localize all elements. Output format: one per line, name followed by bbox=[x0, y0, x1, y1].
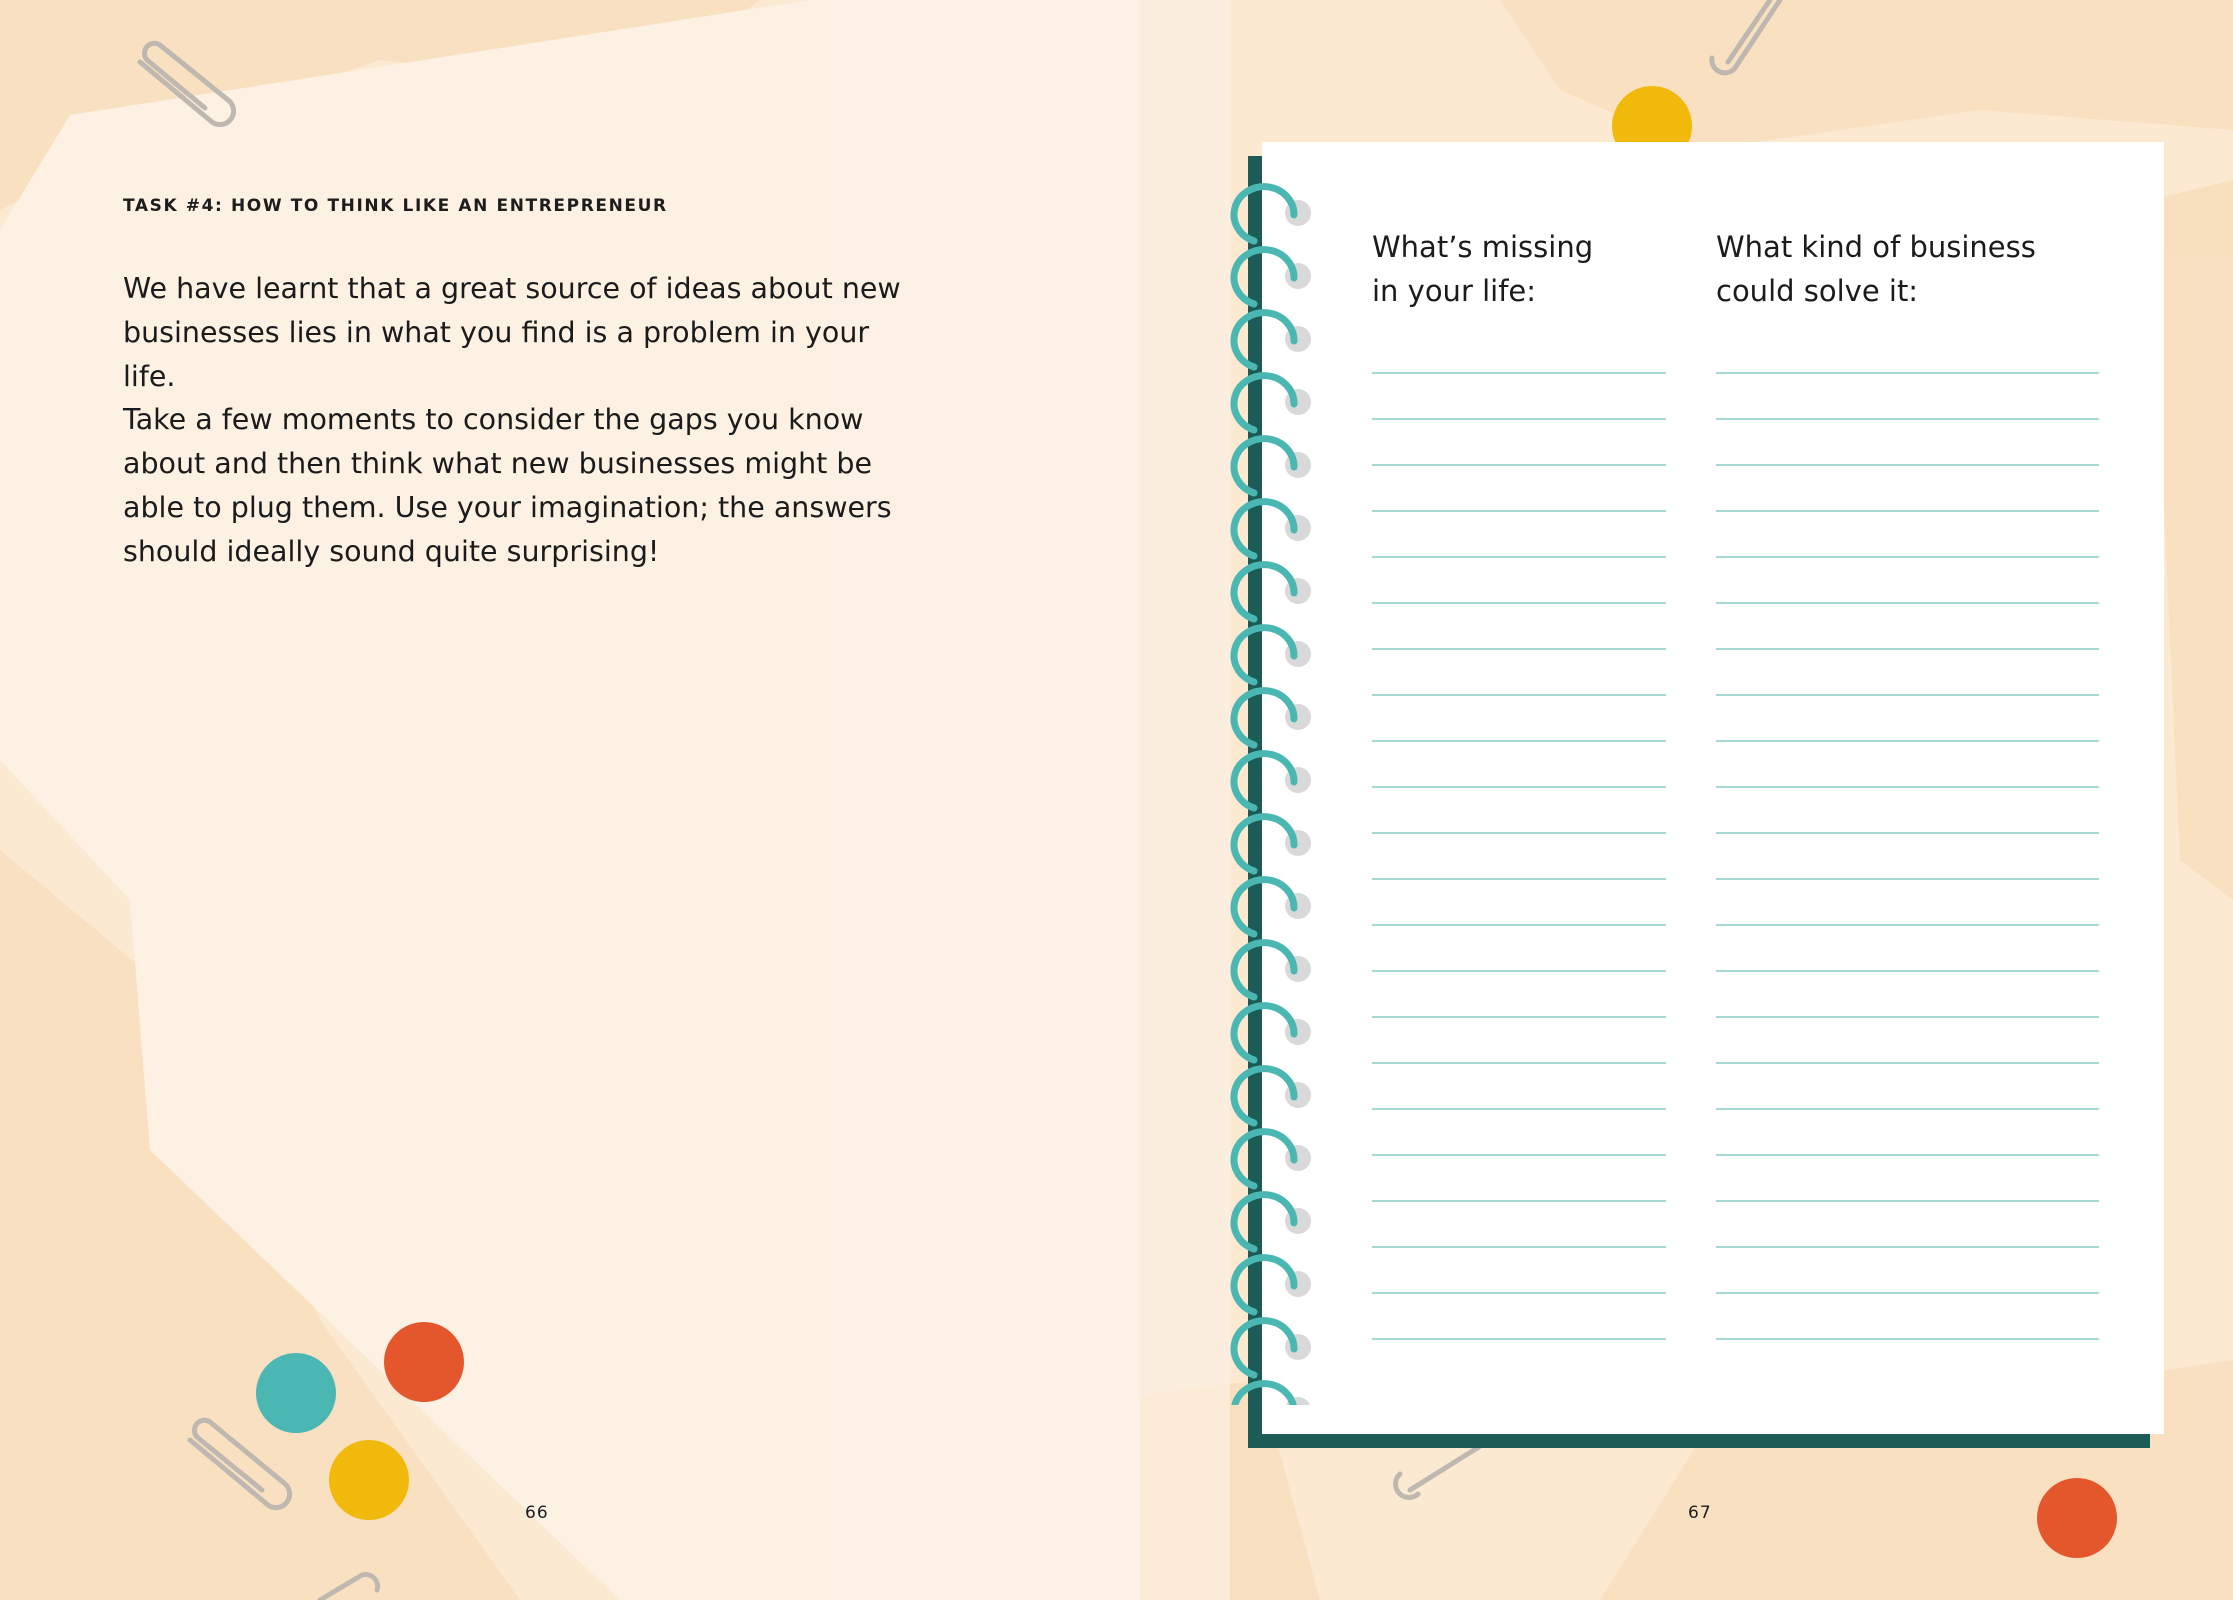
spiral-ring bbox=[1234, 1321, 1311, 1375]
spiral-ring bbox=[1234, 1006, 1311, 1060]
spiral-ring bbox=[1234, 880, 1311, 934]
spiral-binding bbox=[1214, 165, 1334, 1405]
spiral-ring bbox=[1234, 1258, 1311, 1312]
spiral-ring bbox=[1234, 628, 1311, 682]
column-heading-business-text: What kind of business could solve it: bbox=[1716, 230, 2036, 308]
spiral-ring bbox=[1234, 1132, 1311, 1186]
spiral-ring bbox=[1234, 1069, 1311, 1123]
column-heading-missing-text: What’s missing in your life: bbox=[1372, 230, 1594, 308]
spiral-ring bbox=[1234, 1195, 1311, 1249]
spiral-ring bbox=[1234, 313, 1311, 367]
instruction-paragraph: Take a few moments to consider the gaps you know about and then think what new businesses might be able to plug them. Use your imagination; the answers should ideally sound quite surprising! bbox=[123, 403, 892, 568]
task-title: TASK #4: HOW TO THINK LIKE AN ENTREPRENEUR bbox=[123, 196, 668, 216]
spiral-ring bbox=[1234, 565, 1311, 619]
spiral-ring bbox=[1234, 439, 1311, 493]
page-number-right: 67 bbox=[1688, 1503, 1712, 1523]
spiral-ring bbox=[1234, 187, 1311, 241]
spiral-ring bbox=[1234, 817, 1311, 871]
spiral-ring bbox=[1234, 376, 1311, 430]
spiral-ring bbox=[1234, 754, 1311, 808]
spiral-ring bbox=[1234, 691, 1311, 745]
page-number-left: 66 bbox=[525, 1503, 549, 1523]
spiral-ring bbox=[1234, 502, 1311, 556]
spiral-ring bbox=[1234, 943, 1311, 997]
intro-paragraph: We have learnt that a great source of ideas about new businesses lies in what you find is a problem in your life. bbox=[123, 272, 901, 393]
spiral-ring bbox=[1234, 1384, 1311, 1405]
spiral-ring bbox=[1234, 250, 1311, 304]
